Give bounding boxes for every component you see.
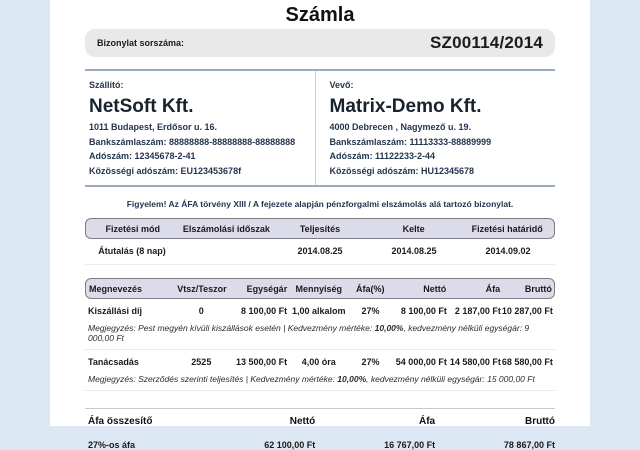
- supplier-bank-account: Bankszámlaszám: 88888888-88888888-88888888: [89, 136, 296, 147]
- item-vtsz: 2525: [191, 357, 212, 367]
- item-note-discount: 10,00%: [337, 374, 367, 384]
- supplier-box: [85, 71, 315, 185]
- item-gross: 10 287,00 Ft: [501, 306, 553, 316]
- item-note: [85, 318, 555, 350]
- payment-due-date: 2014.09.02: [485, 246, 531, 256]
- items-header-net: Nettó: [423, 283, 447, 294]
- item-row: [85, 299, 555, 318]
- vat-summary-gross: 78 867,00 Ft: [503, 440, 555, 450]
- doc-number-bar: [85, 29, 555, 57]
- items-header-quantity: Mennyiség: [295, 283, 343, 294]
- parties-section: [85, 69, 555, 187]
- item-vat-pct: 27%: [361, 357, 380, 367]
- invoice-page: [50, 0, 590, 450]
- customer-box: [315, 71, 556, 185]
- item-net: 54 000,00 Ft: [395, 357, 447, 367]
- item-note-tail: , kedvezmény nélküli egységár: 15 000,00 Ft: [366, 374, 535, 384]
- item-quantity: 4,00 óra: [301, 357, 336, 367]
- payment-header-due: Fizetési határidő: [471, 223, 543, 234]
- item-unit-price: 8 100,00 Ft: [241, 306, 288, 316]
- supplier-address: 1011 Budapest, Erdősor u. 16.: [89, 122, 218, 132]
- customer-eu-tax-number: Közösségi adószám: HU12345678: [329, 165, 475, 176]
- items-header-vat: Áfa: [485, 283, 501, 294]
- payment-table-row: [85, 239, 555, 265]
- vat-summary-section: [85, 408, 555, 450]
- doc-number-value: SZ00114/2014: [430, 33, 543, 52]
- payment-header-method: Fizetési mód: [105, 223, 161, 234]
- vat-summary-header-net: Nettó: [289, 416, 316, 427]
- customer-name: Matrix-Demo Kft.: [329, 96, 482, 117]
- items-header-unit-price: Egységár: [246, 283, 288, 294]
- items-header-vtsz: Vtsz/Teszor: [177, 283, 227, 294]
- doc-number-label: Bizonylat sorszáma:: [97, 38, 185, 48]
- supplier-eu-tax-number: Közösségi adószám: EU123453678f: [89, 165, 242, 176]
- items-header-name: Megnevezés: [89, 283, 143, 294]
- items-header-vat-pct: Áfa(%): [356, 283, 385, 294]
- item-vtsz: 0: [198, 306, 204, 316]
- customer-address: 4000 Debrecen , Nagymező u. 19.: [329, 122, 472, 132]
- payment-header-issued: Kelte: [402, 223, 425, 234]
- vat-notice: Figyelem! Az ÁFA törvény XIII / A fejezete alapján pénzforgalmi elszámolás alá tartozó bizonylat.: [126, 199, 514, 209]
- payment-completion-date: 2014.08.25: [297, 246, 343, 256]
- customer-label: Vevő:: [329, 80, 354, 90]
- vat-summary-net: 62 100,00 Ft: [264, 440, 316, 450]
- item-gross: 68 580,00 Ft: [501, 357, 553, 367]
- item-vat: 14 580,00 Ft: [449, 357, 501, 367]
- items-table-header: [85, 278, 555, 299]
- item-name: Kiszállási díj: [88, 306, 143, 316]
- customer-bank-account: Bankszámlaszám: 11113333-88889999: [329, 136, 492, 147]
- vat-summary-vat: 16 767,00 Ft: [384, 440, 436, 450]
- invoice-title: Számla: [285, 4, 355, 26]
- vat-summary-header-vat: Áfa: [419, 416, 436, 427]
- vat-summary-row: [85, 434, 555, 450]
- payment-method: Átutalás (8 nap): [98, 246, 166, 256]
- item-vat-pct: 27%: [361, 306, 380, 316]
- vat-summary-rate: 27%-os áfa: [88, 440, 136, 450]
- vat-summary-header-title: Áfa összesítő: [88, 416, 153, 427]
- item-note-text: Megjegyzés: Pest megyén kívüli kiszállások esetén | Kedvezmény mértéke:: [88, 323, 375, 333]
- payment-period: [179, 246, 273, 256]
- items-header-gross: Bruttó: [524, 283, 552, 294]
- item-vat: 2 187,00 Ft: [454, 306, 501, 316]
- item-note-discount: 10,00%: [374, 323, 404, 333]
- item-quantity: 1,00 alkalom: [292, 306, 346, 316]
- item-unit-price: 13 500,00 Ft: [236, 357, 288, 367]
- item-row: [85, 350, 555, 369]
- vat-summary-header: [85, 416, 555, 434]
- item-net: 8 100,00 Ft: [400, 306, 447, 316]
- supplier-tax-number: Adószám: 12345678-2-41: [89, 151, 196, 161]
- supplier-name: NetSoft Kft.: [89, 96, 194, 117]
- item-note: [85, 369, 555, 391]
- vat-summary-header-gross: Bruttó: [524, 416, 555, 427]
- item-name: Tanácsadás: [88, 357, 139, 367]
- payment-table-header: [85, 218, 555, 239]
- customer-tax-number: Adószám: 11122233-2-44: [329, 151, 436, 161]
- item-note-tail: , kedvezmény nélküli egységár: 9 000,00 Ft: [88, 323, 530, 343]
- payment-issue-date: 2014.08.25: [391, 246, 437, 256]
- payment-header-period: Elszámolási időszak: [182, 223, 270, 234]
- item-note-text: Megjegyzés: Szerződés szerinti teljesítés | Kedvezmény mértéke:: [88, 374, 338, 384]
- payment-header-completion: Teljesítés: [299, 223, 341, 234]
- supplier-label: Szállító:: [89, 80, 124, 90]
